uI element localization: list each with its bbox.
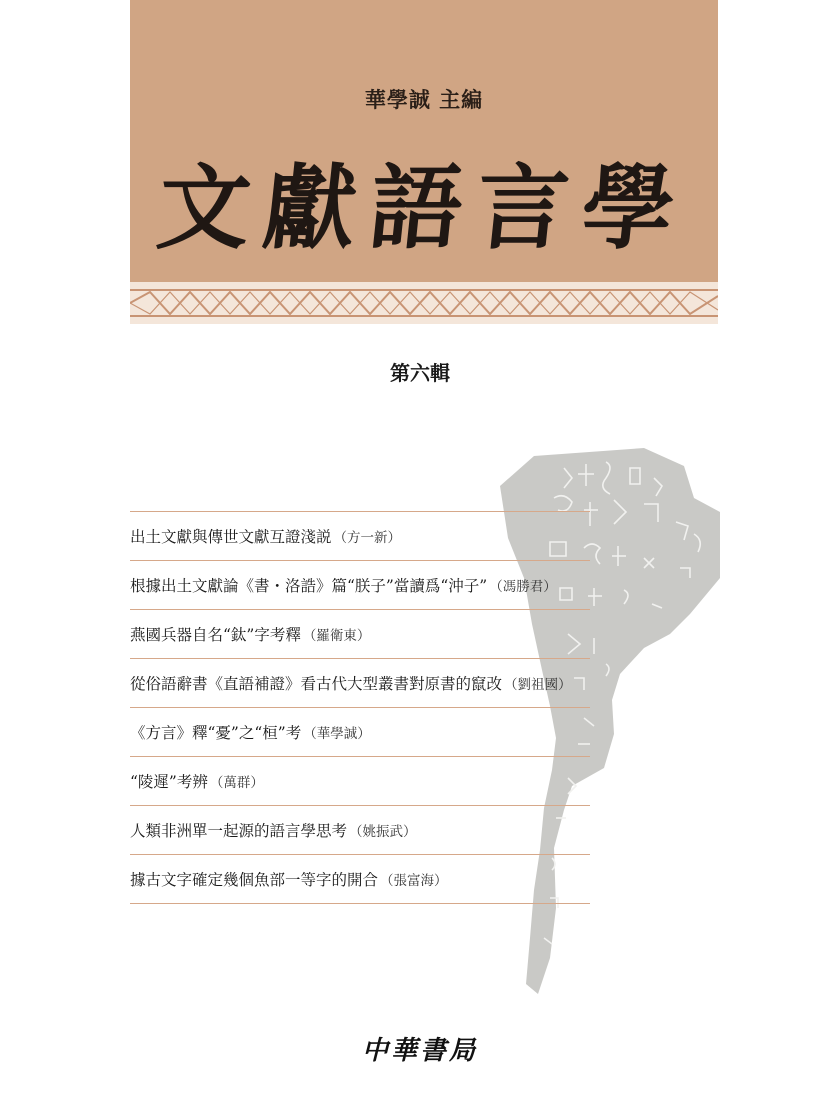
toc-item-author: （劉祖國） <box>504 677 572 693</box>
toc-item <box>130 658 590 707</box>
publisher-name: 中華書局 <box>361 1036 478 1066</box>
toc-item-author: （姚振武） <box>349 824 417 840</box>
toc-item <box>130 511 590 560</box>
toc-item <box>130 756 590 805</box>
toc-item-title: 《方言》釋“憂”之“桓”考 <box>130 724 302 742</box>
toc-item-title: 人類非洲單一起源的語言學思考 <box>130 822 348 840</box>
toc-item <box>130 609 590 658</box>
toc-item-author: （萬群） <box>209 775 264 791</box>
volume-label: 第六輯 <box>390 361 450 385</box>
toc-item-title: 出土文獻與傳世文獻互證淺説 <box>130 528 332 546</box>
toc-item <box>130 805 590 854</box>
toc-item-author: （方一新） <box>333 530 402 546</box>
toc-item-author: （華學誠） <box>303 726 371 742</box>
title-panel <box>130 0 718 282</box>
book-title: 文獻語言學 <box>152 154 694 262</box>
toc-item <box>130 854 590 904</box>
toc-item <box>130 560 590 609</box>
editor-line: 華學誠 主編 <box>364 87 484 112</box>
table-of-contents <box>130 511 590 904</box>
decorative-pattern-band <box>130 282 718 324</box>
toc-item-title: 燕國兵器自名“鈦”字考釋 <box>130 626 301 644</box>
toc-item-author: （馮勝君） <box>489 579 557 595</box>
toc-item-title: 根據出土文獻論《書・洛誥》篇“朕子”當讀爲“沖子” <box>130 577 488 595</box>
toc-item-title: 從俗語辭書《直語補證》看古代大型叢書對原書的竄改 <box>130 675 503 693</box>
toc-item-author: （張富海） <box>380 873 448 889</box>
toc-item-title: 據古文字確定幾個魚部一等字的開合 <box>130 871 379 889</box>
toc-item-title: “陵遲”考辨 <box>130 773 208 791</box>
toc-item <box>130 707 590 756</box>
toc-item-author: （羅衛東） <box>302 628 371 644</box>
